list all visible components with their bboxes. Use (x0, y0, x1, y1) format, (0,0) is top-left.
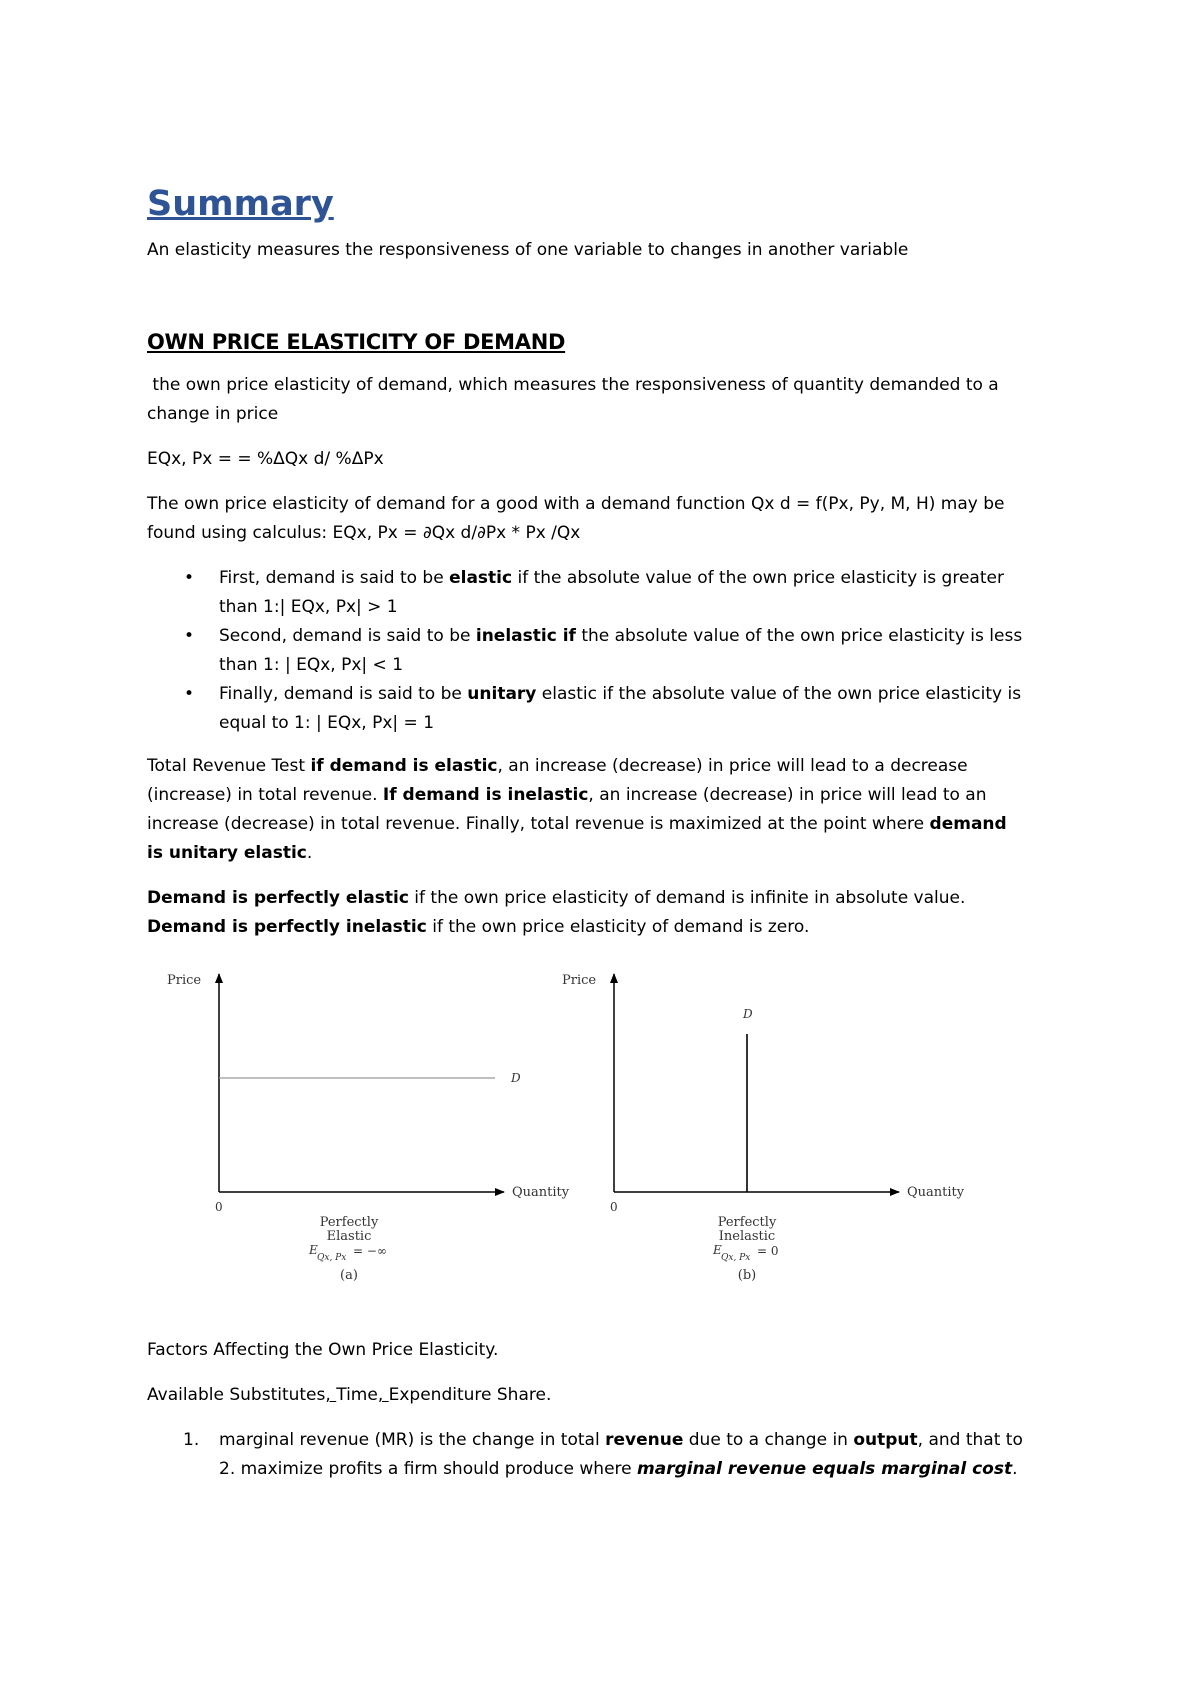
elasticity-figures (147, 944, 1077, 1314)
definition-line-2: change in price (147, 404, 279, 424)
elasticity-symbol: E (713, 1243, 722, 1257)
list-item: • Finally, demand is said to be unitary elastic if the absolute value of the own price elasticity is equal to 1: | EQx, Px| = 1 (147, 680, 1077, 738)
intro-paragraph: An elasticity measures the responsiveness of one variable to changes in another variable (147, 240, 909, 260)
calculus-line-2: found using calculus: EQx, Px = ∂Qx d/∂Px * Px /Qx (147, 523, 581, 543)
list-item: 1. marginal revenue (MR) is the change in total revenue due to a change in output, and that to (147, 1426, 1077, 1455)
origin-label: 0 (610, 1200, 618, 1214)
elasticity-symbol: E (309, 1243, 318, 1257)
formula-line: EQx, Px = = %ΔQx d/ %ΔPx (147, 449, 384, 469)
y-axis-label: Price (167, 973, 202, 988)
caption-line-1: Perfectly (717, 1215, 777, 1230)
curve-label: D (743, 1007, 753, 1021)
document-page (147, 180, 1077, 1484)
list-item: 2. maximize profits a firm should produce where marginal revenue equals marginal cost. (219, 1459, 1018, 1479)
origin-label: 0 (215, 1200, 223, 1214)
panel-label: (b) (737, 1268, 757, 1283)
bullet-icon: • (184, 684, 195, 704)
list-number: 1. (183, 1430, 200, 1450)
elasticity-subscript: Qx, Px (317, 1253, 347, 1263)
bullet-icon: • (184, 568, 195, 588)
section-heading: OWN PRICE ELASTICITY OF DEMAND (147, 330, 566, 354)
x-axis-label: Quantity (512, 1185, 570, 1200)
figure-perfectly-inelastic (562, 973, 965, 1283)
elasticity-value: = −∞ (353, 1244, 387, 1258)
caption-line-1: Perfectly (319, 1215, 379, 1230)
list-item: • Second, demand is said to be inelastic if the absolute value of the own price elasticity is less than 1: | EQx, Px| < 1 (147, 622, 1077, 680)
caption-line-2: Inelastic (718, 1229, 776, 1244)
x-axis-label: Quantity (907, 1185, 965, 1200)
perfectly-inelastic-line: Demand is perfectly inelastic if the own price elasticity of demand is zero. (147, 917, 810, 937)
panel-label: (a) (340, 1268, 358, 1283)
factors-heading: Factors Affecting the Own Price Elasticity. (147, 1340, 499, 1360)
calculus-line-1: The own price elasticity of demand for a good with a demand function Qx d = f(Px, Py, M, H) may be (147, 494, 1005, 514)
elasticity-subscript: Qx, Px (721, 1253, 751, 1263)
elasticity-bullet-list (147, 564, 1077, 738)
profit-numbered-list (147, 1426, 1077, 1484)
definition-line-1: the own price elasticity of demand, which measures the responsiveness of quantity demanded to a (147, 375, 999, 395)
factors-list: Available Substitutes, Time, Expenditure Share. (147, 1385, 552, 1405)
page-title: Summary (147, 184, 334, 224)
curve-label: D (511, 1071, 521, 1085)
figure-perfectly-elastic (167, 973, 570, 1283)
list-item: • First, demand is said to be elastic if the absolute value of the own price elasticity is greater than 1:| EQx, Px| > 1 (147, 564, 1077, 622)
caption-line-2: Elastic (326, 1229, 372, 1244)
demand-curve-diagrams (147, 944, 1077, 1314)
elasticity-value: = 0 (757, 1244, 779, 1258)
y-axis-label: Price (562, 973, 597, 988)
perfectly-elastic-line: Demand is perfectly elastic if the own price elasticity of demand is infinite in absolute value. (147, 888, 966, 908)
total-revenue-paragraph: Total Revenue Test if demand is elastic, an increase (decrease) in price will lead to a decrease (increase) in total revenue. If demand is inelastic, an increase (decrease) in price will lead to an increase (decrease) in total revenue. Finally, total revenue is maximized at the point where demand is unitary elastic. (147, 756, 1007, 863)
bullet-icon: • (184, 626, 195, 646)
